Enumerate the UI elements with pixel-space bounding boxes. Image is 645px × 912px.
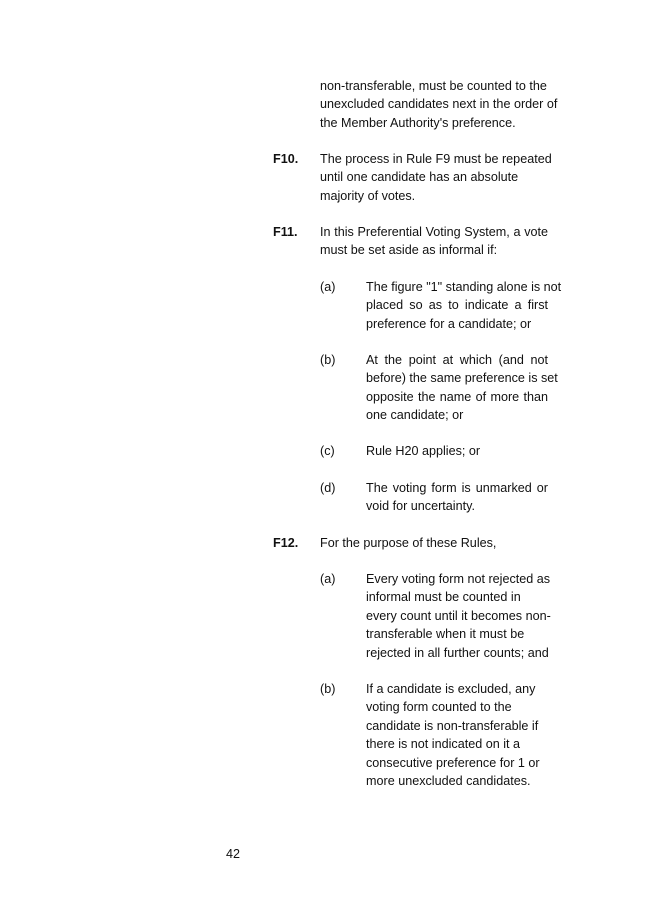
text-line: must be set aside as informal if: xyxy=(320,243,498,258)
item-text xyxy=(366,570,556,662)
text-line: majority of votes. xyxy=(320,188,416,203)
text-line: preference for a candidate; or xyxy=(366,316,532,331)
item-text xyxy=(366,442,548,460)
text-line: voting form counted to the xyxy=(366,700,512,715)
text-line: informal must be counted in xyxy=(366,590,521,605)
item-label: (d) xyxy=(320,481,336,495)
text-line: the Member Authority's preference. xyxy=(320,115,516,130)
text-line: The figure "1" standing alone is not xyxy=(366,280,562,294)
rule-text xyxy=(320,223,548,260)
item-label: (b) xyxy=(320,353,336,367)
item-label: (b) xyxy=(320,682,336,696)
text-line: void for uncertainty. xyxy=(366,499,475,514)
item-text xyxy=(366,351,558,425)
rule-number: F12. xyxy=(273,536,299,550)
text-line: consecutive preference for 1 or xyxy=(366,755,540,770)
text-line: Every voting form not rejected as xyxy=(366,572,551,586)
text-line: until one candidate has an absolute xyxy=(320,170,519,185)
rule-number: F11. xyxy=(273,225,298,239)
text-line: every count until it becomes non- xyxy=(366,608,551,623)
text-line: more unexcluded candidates. xyxy=(366,773,531,788)
item-label: (a) xyxy=(320,572,336,586)
item-label: (c) xyxy=(320,444,335,458)
text-line: one candidate; or xyxy=(366,408,464,423)
text-line: unexcluded candidates next in the order of xyxy=(320,97,558,112)
item-text xyxy=(366,680,556,790)
text-line: transferable when it must be xyxy=(366,627,525,642)
text-line: opposite the name of more than xyxy=(366,389,548,404)
text-line: In this Preferential Voting System, a vote xyxy=(320,225,548,239)
item-label: (a) xyxy=(320,280,336,294)
text-line: placed so as to indicate a first xyxy=(366,298,548,313)
item-text xyxy=(366,278,562,333)
rule-number: F10. xyxy=(273,152,299,166)
text-line: At the point at which (and not xyxy=(366,353,548,367)
text-line: The voting form is unmarked or xyxy=(366,481,548,495)
continuation-paragraph xyxy=(320,77,558,132)
text-line: Rule H20 applies; or xyxy=(366,444,481,458)
text-line: For the purpose of these Rules, xyxy=(320,536,497,550)
page-number: 42 xyxy=(226,847,241,861)
text-line: If a candidate is excluded, any xyxy=(366,682,536,696)
text-line: before) the same preference is set xyxy=(366,371,558,386)
item-text xyxy=(366,479,548,516)
text-line: there is not indicated on it a xyxy=(366,737,521,752)
text-line: non-transferable, must be counted to the xyxy=(320,79,547,93)
rule-text xyxy=(320,150,552,205)
rule-text xyxy=(320,534,548,552)
text-line: rejected in all further counts; and xyxy=(366,645,549,660)
text-line: candidate is non-transferable if xyxy=(366,718,539,733)
text-line: The process in Rule F9 must be repeated xyxy=(320,152,552,166)
